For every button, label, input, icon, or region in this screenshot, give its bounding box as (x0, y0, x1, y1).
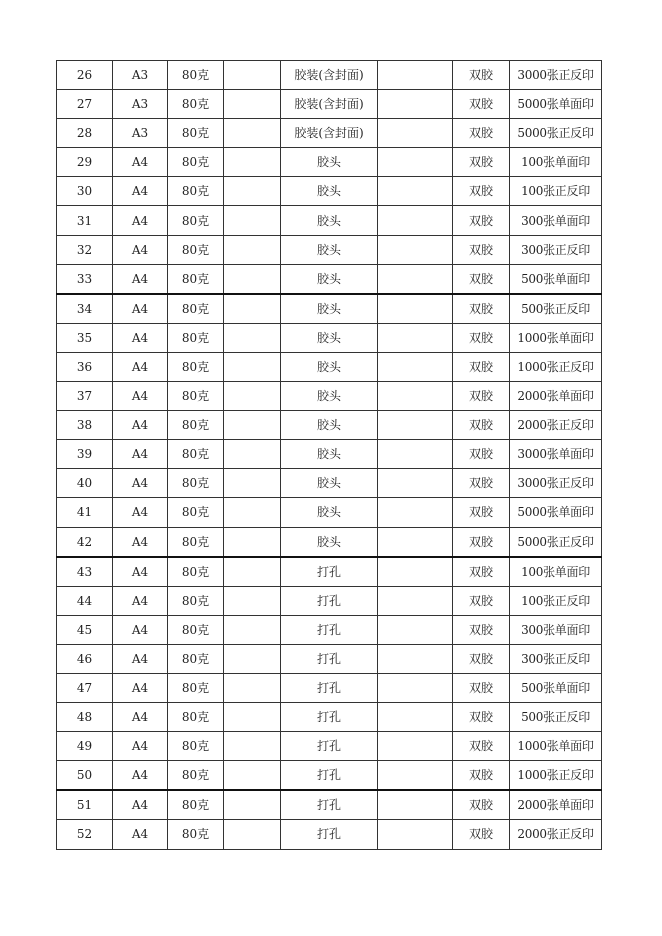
row-number-cell: 36 (57, 352, 113, 381)
table-row (57, 498, 602, 527)
paper-type-cell: 双胶 (453, 673, 510, 702)
empty-cell (378, 440, 453, 469)
paper-type-cell: 双胶 (453, 790, 510, 820)
paper-weight-cell: 80克 (168, 382, 224, 411)
paper-type-cell: 双胶 (453, 615, 510, 644)
paper-type-cell: 双胶 (453, 586, 510, 615)
empty-cell (378, 411, 453, 440)
empty-cell (224, 615, 281, 644)
paper-size-cell: A4 (113, 732, 168, 761)
row-number-cell: 49 (57, 732, 113, 761)
row-number-cell: 48 (57, 703, 113, 732)
paper-weight-cell: 80克 (168, 820, 224, 849)
table-row (57, 382, 602, 411)
paper-size-cell: A3 (113, 90, 168, 119)
paper-type-cell: 双胶 (453, 440, 510, 469)
empty-cell (224, 498, 281, 527)
empty-cell (224, 820, 281, 849)
table-row (57, 206, 602, 235)
quantity-cell: 1000张单面印 (510, 323, 602, 352)
paper-size-cell: A4 (113, 615, 168, 644)
empty-cell (224, 119, 281, 148)
row-number-cell: 27 (57, 90, 113, 119)
binding-type-cell: 打孔 (281, 820, 378, 849)
paper-weight-cell: 80克 (168, 294, 224, 324)
quantity-cell: 2000张正反印 (510, 820, 602, 849)
row-number-cell: 34 (57, 294, 113, 324)
row-number-cell: 51 (57, 790, 113, 820)
row-number-cell: 41 (57, 498, 113, 527)
quantity-cell: 100张正反印 (510, 586, 602, 615)
paper-size-cell: A4 (113, 177, 168, 206)
quantity-cell: 1000张正反印 (510, 352, 602, 381)
empty-cell (378, 382, 453, 411)
table-row (57, 761, 602, 791)
paper-size-cell: A4 (113, 586, 168, 615)
row-number-cell: 44 (57, 586, 113, 615)
paper-size-cell: A4 (113, 673, 168, 702)
paper-weight-cell: 80克 (168, 323, 224, 352)
paper-size-cell: A4 (113, 352, 168, 381)
paper-weight-cell: 80克 (168, 644, 224, 673)
paper-weight-cell: 80克 (168, 469, 224, 498)
paper-type-cell: 双胶 (453, 820, 510, 849)
paper-weight-cell: 80克 (168, 732, 224, 761)
binding-type-cell: 打孔 (281, 790, 378, 820)
table-row (57, 820, 602, 849)
paper-weight-cell: 80克 (168, 761, 224, 791)
row-number-cell: 47 (57, 673, 113, 702)
row-number-cell: 33 (57, 264, 113, 294)
table-row (57, 586, 602, 615)
row-number-cell: 42 (57, 527, 113, 557)
paper-size-cell: A4 (113, 644, 168, 673)
row-number-cell: 29 (57, 148, 113, 177)
quantity-cell: 5000张正反印 (510, 119, 602, 148)
empty-cell (224, 586, 281, 615)
table-row (57, 703, 602, 732)
quantity-cell: 1000张正反印 (510, 761, 602, 791)
empty-cell (378, 673, 453, 702)
row-number-cell: 45 (57, 615, 113, 644)
row-number-cell: 28 (57, 119, 113, 148)
quantity-cell: 300张正反印 (510, 644, 602, 673)
binding-type-cell: 打孔 (281, 732, 378, 761)
quantity-cell: 1000张单面印 (510, 732, 602, 761)
quantity-cell: 3000张正反印 (510, 61, 602, 90)
empty-cell (378, 177, 453, 206)
empty-cell (378, 790, 453, 820)
paper-weight-cell: 80克 (168, 177, 224, 206)
empty-cell (378, 761, 453, 791)
quantity-cell: 2000张正反印 (510, 411, 602, 440)
empty-cell (378, 206, 453, 235)
paper-type-cell: 双胶 (453, 527, 510, 557)
binding-type-cell: 胶头 (281, 323, 378, 352)
binding-type-cell: 打孔 (281, 586, 378, 615)
paper-size-cell: A4 (113, 527, 168, 557)
paper-size-cell: A4 (113, 557, 168, 587)
empty-cell (224, 790, 281, 820)
row-number-cell: 40 (57, 469, 113, 498)
binding-type-cell: 胶头 (281, 411, 378, 440)
empty-cell (224, 294, 281, 324)
empty-cell (224, 61, 281, 90)
paper-type-cell: 双胶 (453, 498, 510, 527)
table-row (57, 644, 602, 673)
row-number-cell: 26 (57, 61, 113, 90)
empty-cell (224, 440, 281, 469)
paper-type-cell: 双胶 (453, 206, 510, 235)
quantity-cell: 500张正反印 (510, 703, 602, 732)
paper-weight-cell: 80克 (168, 411, 224, 440)
binding-type-cell: 打孔 (281, 615, 378, 644)
table-row (57, 119, 602, 148)
empty-cell (378, 615, 453, 644)
paper-weight-cell: 80克 (168, 586, 224, 615)
paper-weight-cell: 80克 (168, 440, 224, 469)
empty-cell (224, 469, 281, 498)
paper-weight-cell: 80克 (168, 498, 224, 527)
paper-type-cell: 双胶 (453, 323, 510, 352)
empty-cell (224, 732, 281, 761)
quantity-cell: 300张正反印 (510, 235, 602, 264)
paper-type-cell: 双胶 (453, 294, 510, 324)
empty-cell (224, 673, 281, 702)
empty-cell (224, 148, 281, 177)
empty-cell (378, 469, 453, 498)
empty-cell (224, 761, 281, 791)
empty-cell (378, 90, 453, 119)
table-row (57, 323, 602, 352)
quantity-cell: 2000张单面印 (510, 790, 602, 820)
paper-size-cell: A3 (113, 61, 168, 90)
paper-size-cell: A4 (113, 264, 168, 294)
paper-weight-cell: 80克 (168, 352, 224, 381)
empty-cell (378, 148, 453, 177)
row-number-cell: 32 (57, 235, 113, 264)
binding-type-cell: 胶头 (281, 264, 378, 294)
paper-size-cell: A4 (113, 790, 168, 820)
binding-type-cell: 胶头 (281, 177, 378, 206)
paper-weight-cell: 80克 (168, 206, 224, 235)
table-row (57, 235, 602, 264)
empty-cell (224, 206, 281, 235)
quantity-cell: 300张单面印 (510, 615, 602, 644)
empty-cell (378, 644, 453, 673)
empty-cell (224, 235, 281, 264)
table-row (57, 177, 602, 206)
binding-type-cell: 胶装(含封面) (281, 119, 378, 148)
paper-size-cell: A4 (113, 703, 168, 732)
paper-weight-cell: 80克 (168, 615, 224, 644)
quantity-cell: 300张单面印 (510, 206, 602, 235)
paper-weight-cell: 80克 (168, 703, 224, 732)
empty-cell (224, 527, 281, 557)
table-row (57, 352, 602, 381)
empty-cell (378, 352, 453, 381)
paper-weight-cell: 80克 (168, 673, 224, 702)
paper-weight-cell: 80克 (168, 235, 224, 264)
empty-cell (378, 61, 453, 90)
binding-type-cell: 胶头 (281, 352, 378, 381)
quantity-cell: 500张单面印 (510, 673, 602, 702)
empty-cell (378, 119, 453, 148)
empty-cell (224, 90, 281, 119)
binding-type-cell: 胶头 (281, 440, 378, 469)
empty-cell (224, 352, 281, 381)
binding-type-cell: 胶头 (281, 206, 378, 235)
quantity-cell: 3000张正反印 (510, 469, 602, 498)
paper-size-cell: A3 (113, 119, 168, 148)
row-number-cell: 37 (57, 382, 113, 411)
paper-type-cell: 双胶 (453, 411, 510, 440)
table-row (57, 294, 602, 324)
paper-size-cell: A4 (113, 498, 168, 527)
empty-cell (224, 557, 281, 587)
row-number-cell: 35 (57, 323, 113, 352)
paper-type-cell: 双胶 (453, 703, 510, 732)
binding-type-cell: 胶装(含封面) (281, 90, 378, 119)
paper-weight-cell: 80克 (168, 557, 224, 587)
empty-cell (224, 323, 281, 352)
paper-type-cell: 双胶 (453, 61, 510, 90)
paper-type-cell: 双胶 (453, 148, 510, 177)
binding-type-cell: 胶头 (281, 469, 378, 498)
quantity-cell: 5000张单面印 (510, 90, 602, 119)
table-row (57, 469, 602, 498)
paper-type-cell: 双胶 (453, 119, 510, 148)
binding-type-cell: 打孔 (281, 673, 378, 702)
empty-cell (224, 177, 281, 206)
paper-weight-cell: 80克 (168, 148, 224, 177)
empty-cell (224, 411, 281, 440)
binding-type-cell: 胶头 (281, 148, 378, 177)
paper-type-cell: 双胶 (453, 264, 510, 294)
quantity-cell: 100张单面印 (510, 148, 602, 177)
paper-size-cell: A4 (113, 323, 168, 352)
empty-cell (378, 323, 453, 352)
empty-cell (378, 557, 453, 587)
paper-size-cell: A4 (113, 411, 168, 440)
paper-size-cell: A4 (113, 206, 168, 235)
empty-cell (378, 235, 453, 264)
binding-type-cell: 胶头 (281, 382, 378, 411)
empty-cell (378, 703, 453, 732)
empty-cell (378, 498, 453, 527)
empty-cell (224, 644, 281, 673)
binding-type-cell: 胶头 (281, 527, 378, 557)
quantity-cell: 3000张单面印 (510, 440, 602, 469)
empty-cell (224, 382, 281, 411)
price-table-body (57, 61, 602, 850)
paper-weight-cell: 80克 (168, 264, 224, 294)
paper-weight-cell: 80克 (168, 90, 224, 119)
paper-size-cell: A4 (113, 469, 168, 498)
quantity-cell: 5000张单面印 (510, 498, 602, 527)
table-row (57, 557, 602, 587)
row-number-cell: 43 (57, 557, 113, 587)
table-row (57, 148, 602, 177)
binding-type-cell: 胶装(含封面) (281, 61, 378, 90)
table-row (57, 61, 602, 90)
paper-size-cell: A4 (113, 440, 168, 469)
binding-type-cell: 胶头 (281, 498, 378, 527)
row-number-cell: 38 (57, 411, 113, 440)
binding-type-cell: 胶头 (281, 235, 378, 264)
paper-size-cell: A4 (113, 235, 168, 264)
table-row (57, 673, 602, 702)
binding-type-cell: 胶头 (281, 294, 378, 324)
empty-cell (378, 820, 453, 849)
quantity-cell: 5000张正反印 (510, 527, 602, 557)
binding-type-cell: 打孔 (281, 703, 378, 732)
paper-weight-cell: 80克 (168, 790, 224, 820)
empty-cell (378, 527, 453, 557)
row-number-cell: 39 (57, 440, 113, 469)
paper-type-cell: 双胶 (453, 352, 510, 381)
paper-size-cell: A4 (113, 294, 168, 324)
paper-weight-cell: 80克 (168, 527, 224, 557)
row-number-cell: 52 (57, 820, 113, 849)
quantity-cell: 500张正反印 (510, 294, 602, 324)
row-number-cell: 46 (57, 644, 113, 673)
table-row (57, 732, 602, 761)
quantity-cell: 500张单面印 (510, 264, 602, 294)
paper-type-cell: 双胶 (453, 469, 510, 498)
quantity-cell: 100张正反印 (510, 177, 602, 206)
paper-size-cell: A4 (113, 148, 168, 177)
binding-type-cell: 打孔 (281, 557, 378, 587)
binding-type-cell: 打孔 (281, 761, 378, 791)
empty-cell (378, 264, 453, 294)
row-number-cell: 30 (57, 177, 113, 206)
paper-type-cell: 双胶 (453, 761, 510, 791)
quantity-cell: 2000张单面印 (510, 382, 602, 411)
empty-cell (224, 703, 281, 732)
paper-type-cell: 双胶 (453, 644, 510, 673)
quantity-cell: 100张单面印 (510, 557, 602, 587)
table-row (57, 440, 602, 469)
paper-size-cell: A4 (113, 761, 168, 791)
binding-type-cell: 打孔 (281, 644, 378, 673)
empty-cell (224, 264, 281, 294)
paper-weight-cell: 80克 (168, 61, 224, 90)
paper-type-cell: 双胶 (453, 382, 510, 411)
row-number-cell: 50 (57, 761, 113, 791)
row-number-cell: 31 (57, 206, 113, 235)
paper-type-cell: 双胶 (453, 732, 510, 761)
table-row (57, 411, 602, 440)
paper-type-cell: 双胶 (453, 177, 510, 206)
paper-weight-cell: 80克 (168, 119, 224, 148)
table-row (57, 615, 602, 644)
empty-cell (378, 732, 453, 761)
table-row (57, 790, 602, 820)
paper-size-cell: A4 (113, 382, 168, 411)
paper-size-cell: A4 (113, 820, 168, 849)
price-table (56, 60, 602, 850)
paper-type-cell: 双胶 (453, 557, 510, 587)
paper-type-cell: 双胶 (453, 235, 510, 264)
table-row (57, 264, 602, 294)
empty-cell (378, 294, 453, 324)
paper-type-cell: 双胶 (453, 90, 510, 119)
table-row (57, 90, 602, 119)
empty-cell (378, 586, 453, 615)
table-row (57, 527, 602, 557)
